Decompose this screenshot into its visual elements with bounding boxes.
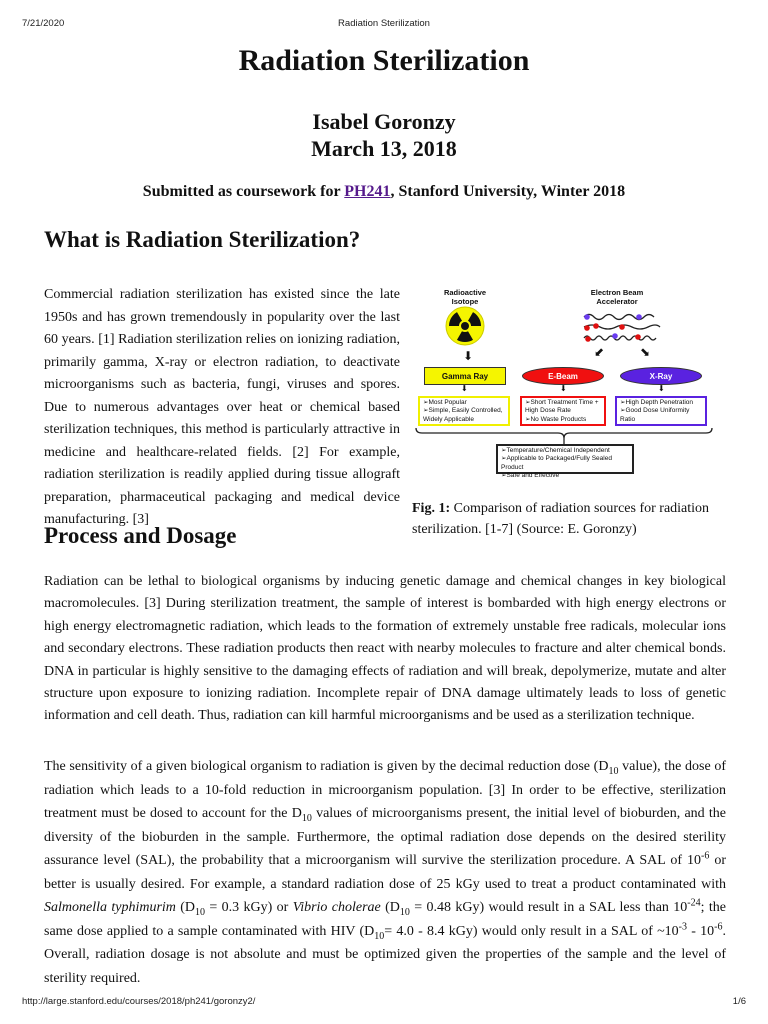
arrow-down-icon: ⬇: [658, 384, 665, 393]
arrow-down-icon: ⬇: [461, 384, 468, 393]
print-date: 7/21/2020: [22, 18, 65, 29]
dosage-paragraph: The sensitivity of a given biological organism to radiation is given by the decimal reduction dose ($D_{10}$ value), the dose of radiation which leads to a 10-fold reduction in microorganism population. [3] In order to be effective, sterilization treatment must be dosed to account for the $D_{10}$ values of microorganisms present, the initial level of bioburden, and the diversity of the bioburden in the sample. Furthermore, the optimal radiation dose depends on the desired sterility assurance level (SAL), the probability that a microorganism will survive the sterilization procedure. A SAL of $10^{-6}$ or better is usually desired. For example, a standard radiation dose of 25 kGy used to treat a product contaminated with Salmonella typhimurim ($D_{10} = 0.3$ kGy) or Vibrio cholerae ($D_{10} = 0.48$ kGy) would result in a SAL less than $10^{-24}$; the same dose applied to a sample contaminated with HIV ($D_{10}= 4.0 - 8.4$ kGy) would only result in a SAL of $\sim 10^{-3} - 10^{-6}$. Overall, radiation dosage is not absolute and must be optimized given the properties of the sample and the level of sterility required.: [44, 759, 726, 986]
figure-label-electron-beam: Electron Beam Accelerator: [590, 288, 644, 306]
method-gamma-ray: Gamma Ray: [424, 367, 506, 385]
intro-paragraph: Commercial radiation sterilization has existed since the late 1950s and has grown tremendously in popularity over the last 60 years. [1] Radiation sterilization relies on ionizing radiation, primarily gamma, X-ray or electron radiation, to deactivate microorganisms such as bacteria, fungi, viruses and spores. Due to numerous advantages over heat or chemical based sterilization techniques, this method is particularly attractive in medicine and healthcare-related fields. [2] For example, radiation sterilization is readily applied during tissue allograft preparation, pharmaceutical packaging and medical device manufacturing. [3]: [44, 287, 400, 527]
page-url: http://large.stanford.edu/courses/2018/ph241/goronzy2/: [22, 996, 256, 1007]
arrow-down-left-icon: ⬋: [594, 345, 605, 359]
print-title: Radiation Sterilization: [338, 18, 430, 29]
grouping-bracket: [414, 428, 714, 444]
submission-note: [0, 183, 768, 201]
page-title: Radiation Sterilization: [238, 44, 530, 77]
figure-caption-text: Comparison of radiation sources for radiation sterilization. [1-7] (Source: E. Goronzy): [412, 501, 710, 537]
arrow-down-icon: ⬇: [463, 349, 474, 363]
section-heading-process-dosage: Process and Dosage: [44, 523, 237, 548]
method-x-ray: X-Ray: [620, 367, 702, 385]
e-beam-points: ➢ Short Treatment Time + High Dose Rate ➢ No Waste Products: [520, 396, 606, 426]
submitted-suffix: , Stanford University, Winter 2018: [390, 183, 626, 200]
page-number: 1/6: [732, 996, 746, 1007]
electron-beam-waves-icon: [582, 312, 662, 344]
radiation-hazard-icon: [445, 306, 485, 346]
method-e-beam: E-Beam: [522, 367, 604, 385]
common-benefits: ➢ Temperature/Chemical Independent ➢ Applicable to Packaged/Fully Sealed Product ➢ Safe and Effective: [496, 444, 634, 474]
author-name: Isabel Goronzy: [312, 109, 456, 134]
figure-label-radioactive-isotope: Radioactive Isotope: [443, 288, 487, 306]
submitted-prefix: Submitted as coursework for: [142, 183, 345, 200]
publication-date: March 13, 2018: [311, 136, 457, 161]
course-link[interactable]: PH241: [344, 183, 391, 200]
figure-radiation-sources: [412, 284, 722, 484]
gamma-ray-points: ➢ Most Popular ➢ Simple, Easily Controlled, Widely Applicable: [418, 396, 510, 426]
figure-caption: [412, 498, 732, 540]
section-heading-what-is: What is Radiation Sterilization?: [44, 227, 361, 252]
process-paragraph: Radiation can be lethal to biological organisms by inducing genetic damage and chemical changes in key biological macromolecules. [3] During sterilization treatment, the sample of interest is bombarded with high energy electrons or high energy electromagnetic radiation, which leads to the formation of extremely unstable free radicals, molecular ions and secondary electrons. These radiation products then react with nearby molecules to fracture and alter chemical bonds. DNA in particular is highly sensitive to the damaging effects of radiation and will break, depolymerize, mutate and alter structure upon exposure to ionizing radiation. Incomplete repair of DNA damage ultimately leads to loss of genetic information and cell death. Thus, radiation can kill harmful microorganisms and be used as a sterilization technique.: [44, 574, 726, 724]
figure-caption-label: Fig. 1:: [412, 501, 451, 516]
arrow-down-icon: ⬇: [560, 384, 567, 393]
arrow-down-right-icon: ⬊: [640, 345, 651, 359]
x-ray-points: ➢ High Depth Penetration ➢ Good Dose Uniformity Ratio: [615, 396, 707, 426]
byline: [0, 108, 768, 162]
